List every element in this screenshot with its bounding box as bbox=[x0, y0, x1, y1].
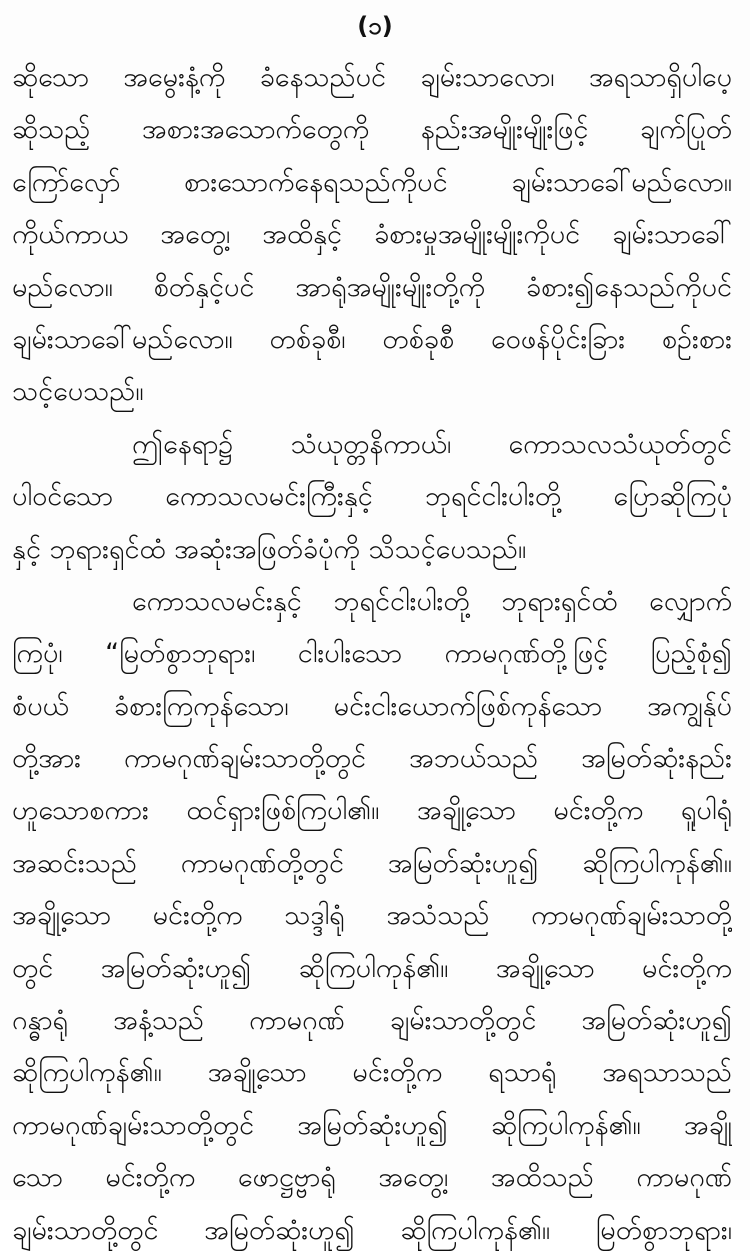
text-line: ဤနေရာ၌ သံယုတ္တနိကာယ်၊ ကောသလသံယုတ်တွင် bbox=[132, 428, 732, 460]
paragraph-3 bbox=[12, 576, 732, 1257]
text-line: ကြပုံ၊ “မြတ်စွာဘုရား၊ ငါးပါးသော ကာမဂုဏ်တို့ဖြင့် ပြည့်စုံ၍ bbox=[12, 638, 732, 670]
text-line: မည်လော။ စိတ်နှင့်ပင် အာရုံအမျိုးမျိုးတို့ကို ခံစား၍နေသည်ကိုပင် bbox=[12, 271, 732, 303]
page-number: (၁) bbox=[357, 12, 393, 40]
text-line: ကိုယ်ကာယ အတွေ့၊ အထိနှင့် ခံစားမှုအမျိုးမျိုးကိုပင် ချမ်းသာခေါ် bbox=[12, 219, 732, 251]
text-line: ဟူသောစကား ထင်ရှားဖြစ်ကြပါ၏။ အချို့သော မင်းတို့က ရူပါရုံ bbox=[12, 795, 732, 827]
text-line: ဆိုသော အမွေးနံ့ကို ခံနေသည်ပင် ချမ်းသာလော၊ အရသာရှိပါပေ့ bbox=[12, 62, 732, 93]
text-line: တို့အား ကာမဂုဏ်ချမ်းသာတို့တွင် အဘယ်သည် အမြတ်ဆုံးနည်း bbox=[12, 743, 732, 775]
paragraph-2 bbox=[12, 419, 732, 576]
text-line: ကောသလမင်းနှင့် ဘုရင်ငါးပါးတို့ ဘုရားရှင်ထံ လျှောက် bbox=[132, 585, 732, 617]
text-line: သင့်ပေသည်။ bbox=[12, 376, 144, 408]
text-line: ချမ်းသာခေါ်မည်လော။ တစ်ခုစီ၊ တစ်ခုစီ ဝေဖန်ပိုင်းခြား စဉ်းစား bbox=[12, 323, 732, 355]
text-line: ကြော်လှော် စားသောက်နေရသည်ကိုပင် ချမ်းသာခေါ်မည်လော။ bbox=[12, 166, 732, 198]
text-line: တွင် အမြတ်ဆုံးဟူ၍ ဆိုကြပါကုန်၏။ အချို့သော မင်းတို့က bbox=[12, 952, 732, 984]
text-line: သော မင်းတို့က ဖောဋ္ဌဗ္ဗာရုံ အတွေ့၊ အထိသည် ကာမဂုဏ် bbox=[12, 1162, 732, 1194]
text-line: စံပယ် ခံစားကြကုန်သော၊ မင်းငါးယောက်ဖြစ်ကုန်သော အကျွန်ုပ် bbox=[12, 690, 732, 722]
text-line: နှင့် ဘုရားရှင်ထံ အဆုံးအဖြတ်ခံပုံကို သိသင့်ပေသည်။ bbox=[12, 533, 527, 565]
text-line: အဆင်းသည် ကာမဂုဏ်တို့တွင် အမြတ်ဆုံးဟူ၍ ဆိုကြပါကုန်၏။ bbox=[12, 847, 732, 879]
text-line: ပါဝင်သော ကောသလမင်းကြီးနှင့် ဘုရင်ငါးပါးတို့ ပြောဆိုကြပုံ bbox=[12, 481, 732, 513]
text-line: ကာမဂုဏ်ချမ်းသာတို့တွင် အမြတ်ဆုံးဟူ၍ ဆိုကြပါကုန်၏။ အချို့ bbox=[12, 1109, 732, 1141]
text-line: ဆိုကြပါကုန်၏။ အချို့သော မင်းတို့က ရသာရုံ အရသာသည် bbox=[12, 1057, 732, 1089]
text-line: ဆိုသည့် အစားအသောက်တွေကို နည်းအမျိုးမျိုးဖြင့် ချက်ပြုတ် bbox=[12, 114, 732, 146]
body-text bbox=[12, 52, 732, 1257]
text-line: ဂန္ဓာရုံ အနံ့သည် ကာမဂုဏ် ချမ်းသာတို့တွင် အမြတ်ဆုံးဟူ၍ bbox=[12, 1005, 732, 1037]
text-line: ချမ်းသာတို့တွင် အမြတ်ဆုံးဟူ၍ ဆိုကြပါကုန်၏။ မြတ်စွာဘုရား၊ bbox=[12, 1214, 732, 1246]
paragraph-1 bbox=[12, 52, 732, 419]
text-line: အချို့သော မင်းတို့က သဒ္ဒါရုံ အသံသည် ကာမဂုဏ်ချမ်းသာတို့ bbox=[12, 900, 732, 932]
